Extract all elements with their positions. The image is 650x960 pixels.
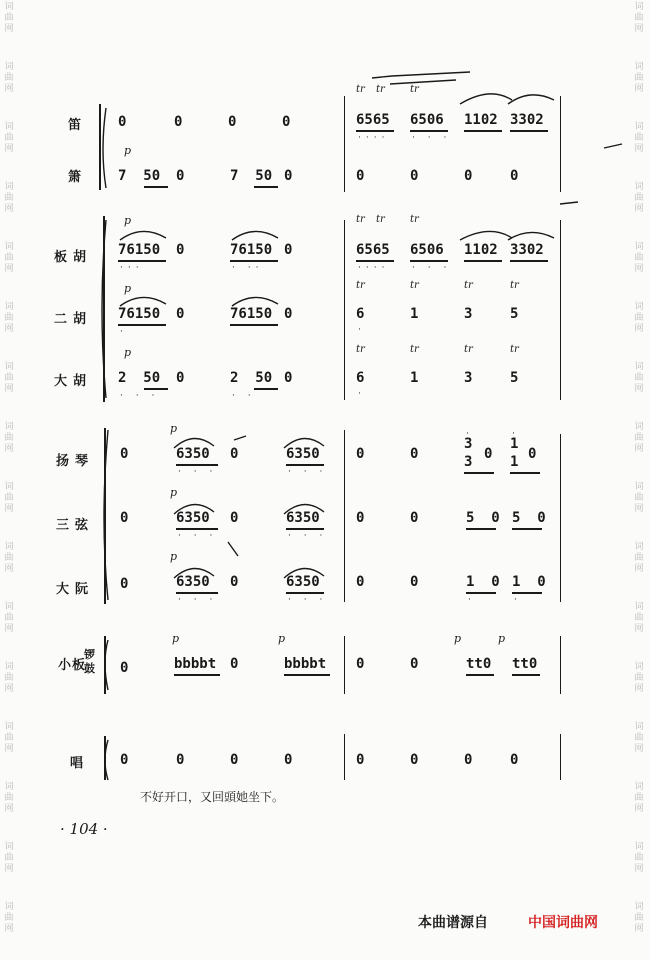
- dynamic-mark: p: [172, 632, 180, 645]
- underline: [286, 528, 324, 530]
- watermark-text: 词曲网: [634, 2, 644, 34]
- trill-mark: tr: [356, 84, 365, 95]
- note: 0: [284, 752, 293, 768]
- octave-dots: ·: [358, 389, 366, 399]
- instrument-label-daruan: 大阮: [56, 582, 95, 597]
- trill-mark: tr: [376, 84, 385, 95]
- dynamic-mark: p: [124, 214, 132, 227]
- note: 76150: [230, 242, 273, 258]
- barline: [560, 434, 561, 602]
- octave-dots: ·: [466, 429, 474, 439]
- system-bar: [103, 216, 105, 402]
- octave-dots: ·: [120, 327, 128, 337]
- lyric-line: 不好开口，又回頭她坐下。: [140, 790, 285, 804]
- note: 0: [120, 660, 129, 676]
- watermark-text: 词曲网: [4, 842, 14, 874]
- trill-mark: tr: [356, 214, 365, 225]
- watermark-text: 词曲网: [4, 182, 14, 214]
- note: 0: [356, 574, 365, 590]
- barline: [344, 96, 345, 192]
- watermark-text: 词曲网: [4, 242, 14, 274]
- watermark-text: 词曲网: [634, 782, 644, 814]
- trill-mark: tr: [410, 344, 419, 355]
- underline: [512, 528, 542, 530]
- note: 3302: [510, 242, 544, 258]
- dynamic-mark: p: [170, 550, 178, 563]
- octave-dots: · ·: [232, 391, 256, 401]
- note: 5 0: [466, 510, 500, 526]
- barline: [560, 636, 561, 694]
- instrument-label-xiao: 箫: [68, 170, 88, 185]
- octave-dots: ·: [514, 595, 522, 605]
- watermark-text: 词曲网: [634, 182, 644, 214]
- watermark-text: 词曲网: [4, 62, 14, 94]
- note: 0: [410, 510, 419, 526]
- underline: [510, 130, 548, 132]
- watermark-text: 词曲网: [4, 602, 14, 634]
- trill-mark: tr: [464, 280, 473, 291]
- note: 0: [176, 242, 185, 258]
- note: 1 0: [512, 574, 546, 590]
- note: 0: [284, 168, 293, 184]
- note: 6350: [286, 446, 320, 462]
- underline: [464, 130, 502, 132]
- watermark-text: 词曲网: [634, 482, 644, 514]
- watermark-text: 词曲网: [634, 302, 644, 334]
- dynamic-mark: p: [124, 346, 132, 359]
- instrument-label-sanxian: 三弦: [56, 518, 95, 533]
- note: 0: [230, 574, 239, 590]
- note: 0: [120, 510, 129, 526]
- barline: [560, 734, 561, 780]
- note: 0: [120, 576, 129, 592]
- barline: [344, 734, 345, 780]
- underline: [176, 528, 218, 530]
- watermark-text: 词曲网: [634, 662, 644, 694]
- dynamic-mark: p: [278, 632, 286, 645]
- site-name-link[interactable]: 中国词曲网: [528, 915, 598, 931]
- note: 6350: [176, 574, 210, 590]
- octave-dots: · · ·: [288, 467, 328, 477]
- note: 6565: [356, 242, 390, 258]
- note: 6350: [176, 510, 210, 526]
- barline: [344, 220, 345, 400]
- instrument-label-dahu: 大胡: [54, 374, 93, 389]
- note: 0: [356, 510, 365, 526]
- note: bbbbt: [284, 656, 327, 672]
- trill-mark: tr: [356, 344, 365, 355]
- underline: [144, 388, 168, 390]
- system-bar: [104, 636, 106, 694]
- note: 1102: [464, 112, 498, 128]
- watermark-text: 词曲网: [634, 842, 644, 874]
- dynamic-mark: p: [454, 632, 462, 645]
- octave-dots: · · ·: [178, 595, 218, 605]
- watermark-text: 词曲网: [4, 122, 14, 154]
- note: 3: [464, 306, 473, 322]
- underline: [118, 260, 166, 262]
- note: 0: [464, 752, 473, 768]
- underline: [410, 130, 448, 132]
- note: 76150: [230, 306, 273, 322]
- note: 0: [356, 656, 365, 672]
- watermark-text: 词曲网: [634, 242, 644, 274]
- underline: [466, 592, 496, 594]
- instrument-label-chang: 唱: [70, 756, 90, 771]
- dynamic-mark: p: [498, 632, 506, 645]
- instrument-label-yangqin: 扬琴: [56, 454, 95, 469]
- watermark-text: 词曲网: [634, 902, 644, 934]
- octave-dots: ·: [468, 595, 476, 605]
- barline: [560, 96, 561, 192]
- underline: [254, 388, 278, 390]
- octave-dots: · · ·: [120, 391, 160, 401]
- underline: [174, 674, 220, 676]
- underline: [466, 674, 494, 676]
- note: 3: [464, 454, 473, 470]
- note: 0: [410, 752, 419, 768]
- underline: [512, 592, 542, 594]
- octave-dots: · · ·: [412, 133, 452, 143]
- note: 0: [510, 752, 519, 768]
- octave-dots: ····: [358, 133, 390, 143]
- note: tt0: [466, 656, 492, 672]
- note: 0: [230, 752, 239, 768]
- note: 1: [510, 454, 519, 470]
- note: 0: [410, 656, 419, 672]
- trill-mark: tr: [510, 280, 519, 291]
- underline: [510, 260, 548, 262]
- underline: [356, 130, 394, 132]
- note: 0: [510, 168, 519, 184]
- watermark-text: 词曲网: [634, 422, 644, 454]
- underline: [284, 674, 330, 676]
- note: 0: [120, 752, 129, 768]
- note: 5 0: [512, 510, 546, 526]
- note: 0: [464, 168, 473, 184]
- watermark-text: 词曲网: [4, 662, 14, 694]
- note: bbbbt: [174, 656, 217, 672]
- note: 76150: [118, 306, 161, 322]
- watermark-text: 词曲网: [634, 602, 644, 634]
- note: 6350: [176, 446, 210, 462]
- note: 6350: [286, 574, 320, 590]
- note: 1: [410, 370, 419, 386]
- watermark-text: 词曲网: [4, 302, 14, 334]
- note: 0: [230, 656, 239, 672]
- underline: [230, 260, 278, 262]
- dynamic-mark: p: [124, 282, 132, 295]
- watermark-text: 词曲网: [634, 122, 644, 154]
- trill-mark: tr: [410, 84, 419, 95]
- note: 0: [284, 306, 293, 322]
- note: 0: [176, 168, 185, 184]
- watermark-text: 词曲网: [4, 782, 14, 814]
- note: 7 50: [118, 168, 161, 184]
- note: 1102: [464, 242, 498, 258]
- note: 0: [120, 446, 129, 462]
- system-bar: [99, 104, 101, 190]
- instrument-label-xiaoban: 小板: [58, 658, 87, 673]
- octave-dots: · · ·: [178, 467, 218, 477]
- octave-dots: ·: [512, 429, 520, 439]
- underline: [230, 324, 278, 326]
- note: 0: [410, 446, 419, 462]
- underline: [176, 592, 218, 594]
- underline: [254, 186, 278, 188]
- underline: [464, 472, 494, 474]
- watermark-text: 词曲网: [4, 902, 14, 934]
- dynamic-mark: p: [170, 486, 178, 499]
- note: 0: [176, 370, 185, 386]
- watermark-text: 词曲网: [4, 362, 14, 394]
- note: 0: [174, 114, 183, 130]
- note: 5: [510, 306, 519, 322]
- system-bar: [104, 428, 106, 604]
- watermark-text: 词曲网: [634, 722, 644, 754]
- octave-dots: ····: [358, 263, 390, 273]
- barline: [344, 636, 345, 694]
- octave-dots: · · ·: [288, 595, 328, 605]
- watermark-text: 词曲网: [634, 62, 644, 94]
- note: 0: [230, 510, 239, 526]
- octave-dots: · · ·: [288, 531, 328, 541]
- underline: [176, 464, 218, 466]
- note: 6565: [356, 112, 390, 128]
- note: 6: [356, 370, 365, 386]
- underline: [510, 472, 540, 474]
- note: 3302: [510, 112, 544, 128]
- note: 0: [230, 446, 239, 462]
- instrument-label-banhu: 板胡: [54, 250, 93, 265]
- octave-dots: · ··: [232, 263, 264, 273]
- note: tt0: [512, 656, 538, 672]
- note: 0: [282, 114, 291, 130]
- note: 0: [410, 574, 419, 590]
- note: 0: [484, 446, 493, 462]
- underline: [410, 260, 448, 262]
- note: 1 0: [466, 574, 500, 590]
- instrument-label-erhu: 二胡: [54, 312, 93, 327]
- note: 6506: [410, 242, 444, 258]
- barline: [560, 220, 561, 400]
- trill-mark: tr: [376, 214, 385, 225]
- note: 0: [118, 114, 127, 130]
- watermark-text: 词曲网: [4, 422, 14, 454]
- source-label: 本曲谱源自: [418, 915, 488, 931]
- page-number: · 104 ·: [60, 820, 108, 838]
- note: 2 50: [118, 370, 161, 386]
- watermark-text: 词曲网: [4, 2, 14, 34]
- underline: [466, 528, 496, 530]
- watermark-text: 词曲网: [4, 482, 14, 514]
- octave-dots: · · ·: [178, 531, 218, 541]
- underline: [286, 592, 324, 594]
- trill-mark: tr: [464, 344, 473, 355]
- watermark-text: 词曲网: [4, 542, 14, 574]
- trill-mark: tr: [410, 214, 419, 225]
- note: 0: [176, 306, 185, 322]
- underline: [512, 674, 540, 676]
- octave-dots: ···: [120, 263, 144, 273]
- underline: [286, 464, 324, 466]
- note: 0: [284, 370, 293, 386]
- note: 0: [356, 168, 365, 184]
- note: 5: [510, 370, 519, 386]
- trill-mark: tr: [510, 344, 519, 355]
- note: 7 50: [230, 168, 273, 184]
- watermark-text: 词曲网: [634, 362, 644, 394]
- note: 0: [228, 114, 237, 130]
- dynamic-mark: p: [170, 422, 178, 435]
- octave-dots: ·: [358, 325, 366, 335]
- note: 0: [356, 446, 365, 462]
- note: 6: [356, 306, 365, 322]
- note: 76150: [118, 242, 161, 258]
- note: 0: [284, 242, 293, 258]
- watermark-text: 词曲网: [4, 722, 14, 754]
- note: 1: [410, 306, 419, 322]
- underline: [356, 260, 394, 262]
- trill-mark: tr: [356, 280, 365, 291]
- note: 0: [176, 752, 185, 768]
- note: 2 50: [230, 370, 273, 386]
- dynamic-mark: p: [124, 144, 132, 157]
- trill-mark: tr: [410, 280, 419, 291]
- note: 3: [464, 436, 473, 452]
- instrument-label-di: 笛: [68, 118, 88, 133]
- system-bar: [104, 736, 106, 780]
- underline: [464, 260, 502, 262]
- instrument-label-luogu: 锣鼓: [84, 648, 95, 675]
- note: 0: [528, 446, 537, 462]
- note: 6350: [286, 510, 320, 526]
- note: 6506: [410, 112, 444, 128]
- octave-dots: · · ·: [412, 263, 452, 273]
- note: 3: [464, 370, 473, 386]
- underline: [144, 186, 168, 188]
- note: 1: [510, 436, 519, 452]
- underline: [118, 324, 166, 326]
- note: 0: [410, 168, 419, 184]
- barline: [344, 430, 345, 602]
- note: 0: [356, 752, 365, 768]
- watermark-text: 词曲网: [634, 542, 644, 574]
